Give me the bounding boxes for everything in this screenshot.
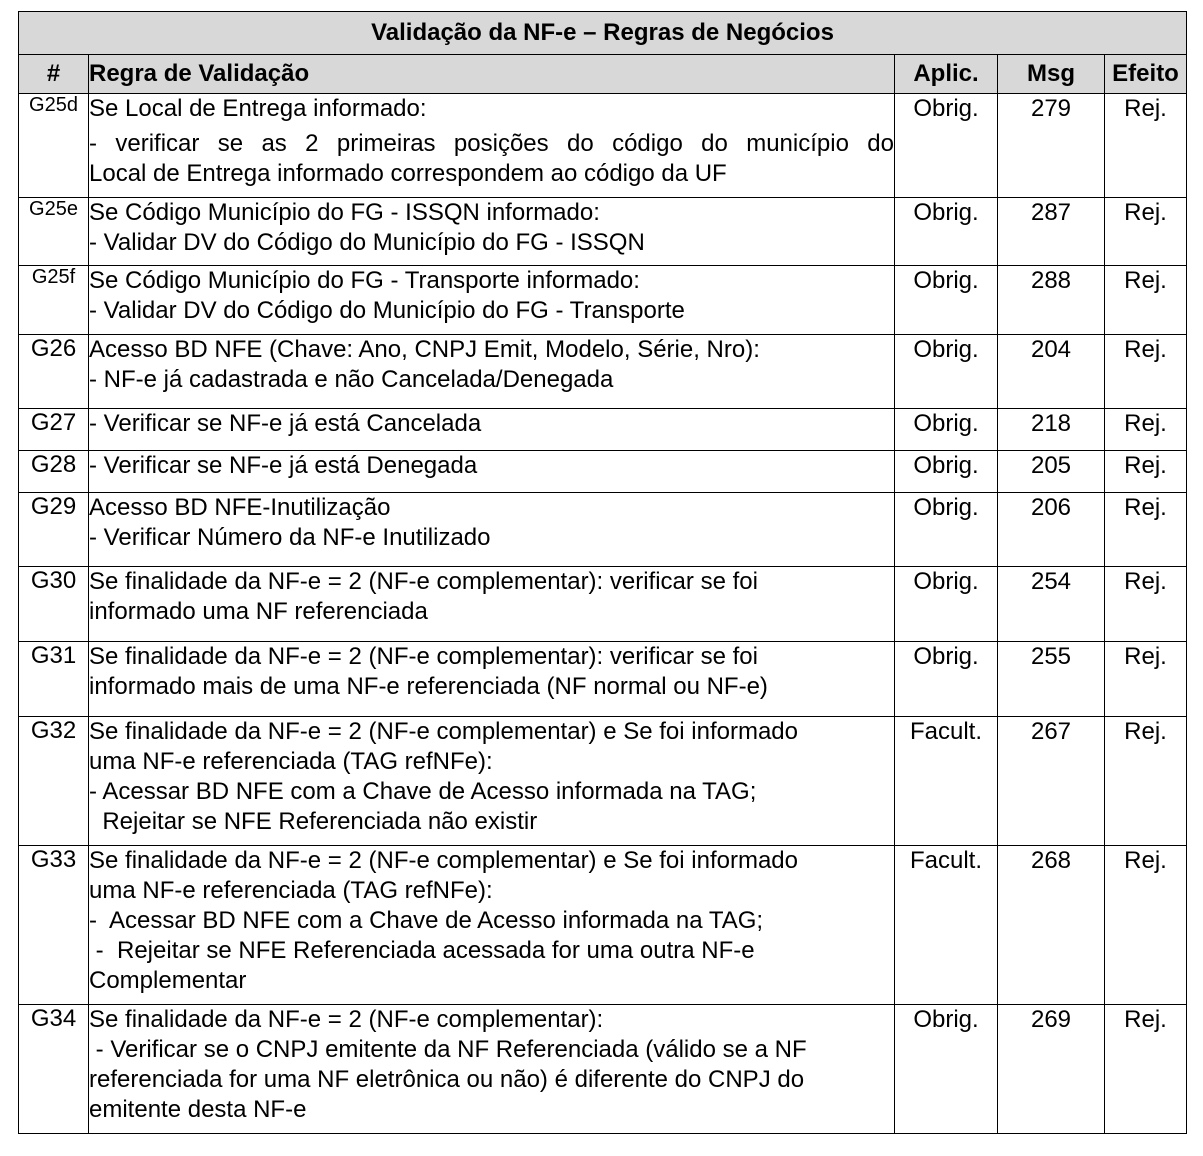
rule-id: G32 [19, 717, 89, 846]
rule-aplic: Obrig. [895, 642, 998, 717]
rule-efeito: Rej. [1105, 266, 1187, 335]
rule-msg: 288 [998, 266, 1105, 335]
rule-id: G30 [19, 567, 89, 642]
rule-line: Se Local de Entrega informado: [89, 95, 427, 122]
rule-msg: 206 [998, 493, 1105, 567]
rule-line: - Rejeitar se NFE Referenciada acessada for uma outra NF-e [89, 937, 755, 964]
table-row [19, 493, 1187, 567]
table-row [19, 198, 1187, 266]
rule-line: uma NF-e referenciada (TAG refNFe): [89, 877, 493, 904]
rule-text [89, 1005, 895, 1134]
rule-aplic: Obrig. [895, 493, 998, 567]
rule-msg: 268 [998, 846, 1105, 1005]
rule-text [89, 642, 895, 717]
rule-text [89, 567, 895, 642]
header-id: # [19, 55, 89, 94]
rule-line: referenciada for uma NF eletrônica ou não) é diferente do CNPJ do [89, 1066, 805, 1093]
rule-line: Se Código Município do FG - ISSQN informado: [89, 199, 600, 226]
rule-line: Se finalidade da NF-e = 2 (NF-e complementar) e Se foi informado [89, 847, 798, 874]
rule-line: informado uma NF referenciada [89, 598, 428, 625]
rule-msg: 218 [998, 409, 1105, 451]
rule-msg: 279 [998, 94, 1105, 198]
table-row [19, 717, 1187, 846]
rule-id: G31 [19, 642, 89, 717]
rule-msg: 254 [998, 567, 1105, 642]
table-row [19, 451, 1187, 493]
rule-efeito: Rej. [1105, 94, 1187, 198]
rule-line: - Verificar se NF-e já está Denegada [89, 452, 478, 479]
rule-efeito: Rej. [1105, 451, 1187, 493]
table-row [19, 266, 1187, 335]
rule-aplic: Obrig. [895, 94, 998, 198]
rule-msg: 255 [998, 642, 1105, 717]
table-row [19, 94, 1187, 198]
header-aplic: Aplic. [895, 55, 998, 94]
rule-text [89, 493, 895, 567]
rule-line: Acesso BD NFE (Chave: Ano, CNPJ Emit, Modelo, Série, Nro): [89, 336, 760, 363]
rule-aplic: Obrig. [895, 198, 998, 266]
header-rule: Regra de Validação [89, 55, 895, 94]
rule-aplic: Facult. [895, 846, 998, 1005]
rule-efeito: Rej. [1105, 493, 1187, 567]
rule-id: G25d [19, 94, 89, 198]
rule-line: Se finalidade da NF-e = 2 (NF-e complementar): [89, 1006, 604, 1033]
rule-line: Se Código Município do FG - Transporte informado: [89, 267, 640, 294]
rule-text [89, 409, 895, 451]
rule-msg: 269 [998, 1005, 1105, 1134]
rule-efeito: Rej. [1105, 409, 1187, 451]
rule-line: Local de Entrega informado correspondem ao código da UF [89, 160, 727, 187]
rule-efeito: Rej. [1105, 717, 1187, 846]
rule-line: - Acessar BD NFE com a Chave de Acesso informada na TAG; [89, 778, 757, 805]
rule-id: G26 [19, 335, 89, 409]
rule-line: - Verificar Número da NF-e Inutilizado [89, 524, 491, 551]
rule-aplic: Obrig. [895, 335, 998, 409]
rule-line: - Acessar BD NFE com a Chave de Acesso informada na TAG; [89, 907, 764, 934]
table-row [19, 409, 1187, 451]
rule-line: - verificar se as 2 primeiras posições do código do município do [89, 130, 894, 157]
rule-id: G29 [19, 493, 89, 567]
header-efeito: Efeito [1105, 55, 1187, 94]
rule-efeito: Rej. [1105, 567, 1187, 642]
rule-text [89, 846, 895, 1005]
rule-line: Acesso BD NFE-Inutilização [89, 494, 391, 521]
rule-line: - Verificar se NF-e já está Cancelada [89, 410, 482, 437]
rule-aplic: Obrig. [895, 266, 998, 335]
rule-line: Se finalidade da NF-e = 2 (NF-e complementar): verificar se foi [89, 643, 758, 670]
rule-line: - Verificar se o CNPJ emitente da NF Referenciada (válido se a NF [89, 1036, 807, 1063]
validation-rules-table [18, 11, 1187, 1134]
rule-line: - NF-e já cadastrada e não Cancelada/Denegada [89, 366, 614, 393]
rule-text [89, 198, 895, 266]
rule-line: Rejeitar se NFE Referenciada não existir [89, 808, 538, 835]
table-row [19, 846, 1187, 1005]
table-row [19, 567, 1187, 642]
rule-line: informado mais de uma NF-e referenciada (NF normal ou NF-e) [89, 673, 768, 700]
header-row [19, 55, 1187, 94]
rule-text [89, 266, 895, 335]
rule-efeito: Rej. [1105, 198, 1187, 266]
rule-efeito: Rej. [1105, 1005, 1187, 1134]
rule-aplic: Obrig. [895, 451, 998, 493]
rule-id: G34 [19, 1005, 89, 1134]
rule-id: G33 [19, 846, 89, 1005]
rule-line: uma NF-e referenciada (TAG refNFe): [89, 748, 493, 775]
rule-msg: 204 [998, 335, 1105, 409]
header-msg: Msg [998, 55, 1105, 94]
table-row [19, 1005, 1187, 1134]
rule-line: emitente desta NF-e [89, 1096, 307, 1123]
rule-aplic: Obrig. [895, 409, 998, 451]
rule-efeito: Rej. [1105, 642, 1187, 717]
rule-line: - Validar DV do Código do Município do FG - Transporte [89, 297, 685, 324]
rule-aplic: Obrig. [895, 567, 998, 642]
rule-id: G25e [19, 198, 89, 266]
rule-line: Se finalidade da NF-e = 2 (NF-e complementar) e Se foi informado [89, 718, 798, 745]
rule-efeito: Rej. [1105, 846, 1187, 1005]
title-row [19, 12, 1187, 55]
rule-msg: 205 [998, 451, 1105, 493]
rule-text [89, 94, 895, 198]
rule-efeito: Rej. [1105, 335, 1187, 409]
rule-aplic: Obrig. [895, 1005, 998, 1134]
rule-line: Se finalidade da NF-e = 2 (NF-e complementar): verificar se foi [89, 568, 758, 595]
rule-line: Complementar [89, 967, 247, 994]
table-title: Validação da NF-e – Regras de Negócios [19, 12, 1187, 55]
rule-msg: 267 [998, 717, 1105, 846]
rule-msg: 287 [998, 198, 1105, 266]
rule-text [89, 335, 895, 409]
rule-id: G27 [19, 409, 89, 451]
table-row [19, 642, 1187, 717]
rule-text [89, 451, 895, 493]
rule-id: G25f [19, 266, 89, 335]
rule-id: G28 [19, 451, 89, 493]
rule-line: - Validar DV do Código do Município do FG - ISSQN [89, 229, 645, 256]
rule-text [89, 717, 895, 846]
table-row [19, 335, 1187, 409]
rule-aplic: Facult. [895, 717, 998, 846]
